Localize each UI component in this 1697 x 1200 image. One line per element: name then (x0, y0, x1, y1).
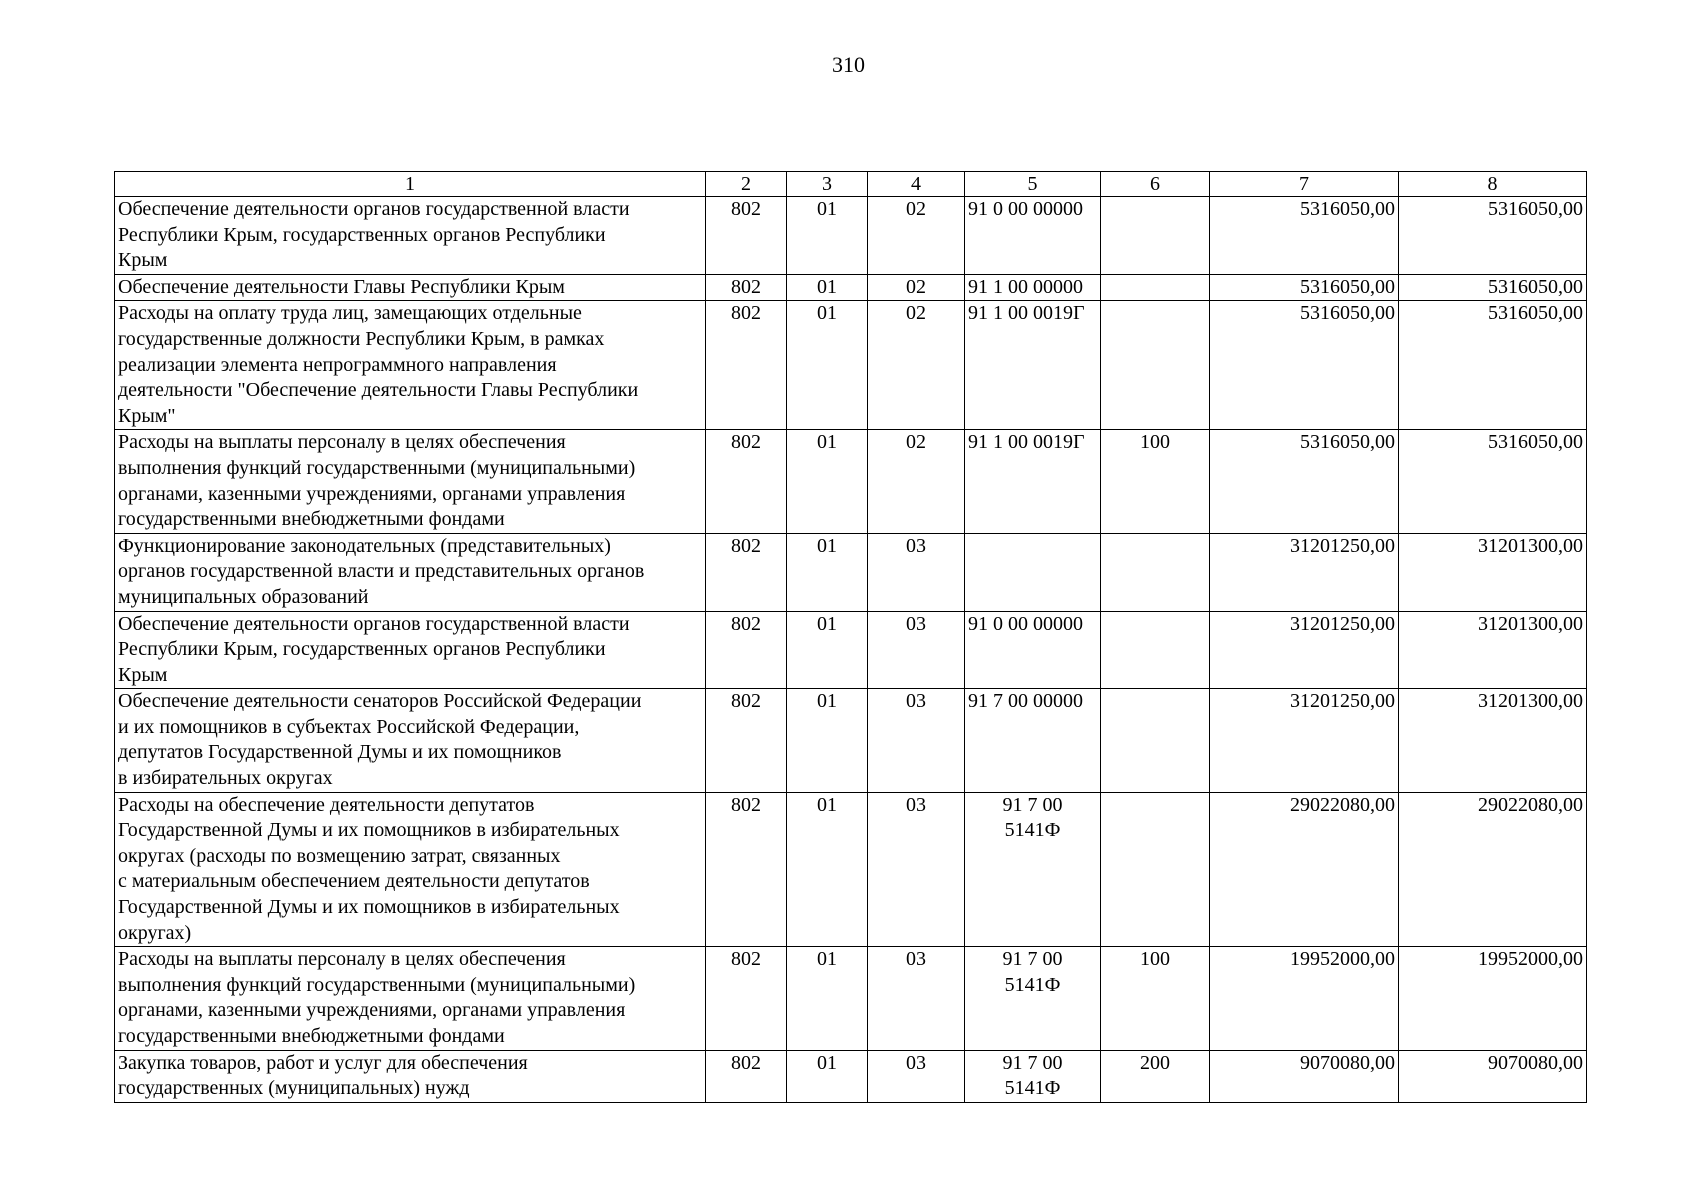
table-row (115, 611, 1587, 689)
cell-amount-year1: 31201250,00 (1210, 533, 1399, 611)
table-row (115, 301, 1587, 430)
column-header: 3 (787, 172, 868, 197)
cell-name: Расходы на обеспечение деятельности депутатов Государственной Думы и их помощников в избирательных округах (расходы по возмещению затрат, связанных с материальным обеспечением деятельности депутатов Государственной Думы и их помощников в избирательных округах) (115, 792, 706, 947)
cell-expense-type (1101, 689, 1210, 792)
cell-name: Обеспечение деятельности органов государственной власти Республики Крым, государственных органов Республики Крым (115, 611, 706, 689)
table-row (115, 689, 1587, 792)
cell-name: Обеспечение деятельности Главы Республики Крым (115, 274, 706, 301)
cell-amount-year2: 31201300,00 (1399, 689, 1587, 792)
cell-expense-type (1101, 301, 1210, 430)
cell-target-article: 91 1 00 00000 (965, 274, 1101, 301)
cell-section: 01 (787, 301, 868, 430)
column-header: 6 (1101, 172, 1210, 197)
cell-target-article: 91 1 00 0019Г (965, 430, 1101, 533)
cell-grbs: 802 (706, 792, 787, 947)
budget-table (114, 171, 1587, 1103)
cell-expense-type: 100 (1101, 947, 1210, 1050)
cell-grbs: 802 (706, 611, 787, 689)
cell-section: 01 (787, 611, 868, 689)
cell-subsection: 02 (868, 197, 965, 275)
cell-subsection: 03 (868, 533, 965, 611)
column-header: 4 (868, 172, 965, 197)
cell-target-article (965, 533, 1101, 611)
table-row (115, 1050, 1587, 1102)
cell-section: 01 (787, 430, 868, 533)
column-header: 7 (1210, 172, 1399, 197)
cell-expense-type (1101, 274, 1210, 301)
table-row (115, 430, 1587, 533)
cell-amount-year2: 31201300,00 (1399, 611, 1587, 689)
cell-expense-type: 100 (1101, 430, 1210, 533)
cell-target-article: 91 7 00 5141Ф (965, 792, 1101, 947)
cell-grbs: 802 (706, 430, 787, 533)
column-header: 1 (115, 172, 706, 197)
cell-expense-type (1101, 611, 1210, 689)
cell-target-article: 91 1 00 0019Г (965, 301, 1101, 430)
cell-name: Обеспечение деятельности сенаторов Российской Федерации и их помощников в субъектах Российской Федерации, депутатов Государственной Думы и их помощников в избирательных округах (115, 689, 706, 792)
cell-amount-year2: 5316050,00 (1399, 274, 1587, 301)
cell-expense-type (1101, 533, 1210, 611)
cell-subsection: 03 (868, 947, 965, 1050)
cell-amount-year1: 9070080,00 (1210, 1050, 1399, 1102)
table-row (115, 792, 1587, 947)
cell-grbs: 802 (706, 689, 787, 792)
cell-target-article: 91 0 00 00000 (965, 611, 1101, 689)
cell-target-article: 91 0 00 00000 (965, 197, 1101, 275)
cell-name: Обеспечение деятельности органов государственной власти Республики Крым, государственных органов Республики Крым (115, 197, 706, 275)
cell-amount-year1: 5316050,00 (1210, 301, 1399, 430)
cell-expense-type: 200 (1101, 1050, 1210, 1102)
cell-section: 01 (787, 947, 868, 1050)
cell-amount-year2: 9070080,00 (1399, 1050, 1587, 1102)
cell-amount-year2: 29022080,00 (1399, 792, 1587, 947)
cell-amount-year2: 5316050,00 (1399, 430, 1587, 533)
cell-amount-year2: 5316050,00 (1399, 301, 1587, 430)
table-row (115, 274, 1587, 301)
column-header: 2 (706, 172, 787, 197)
cell-amount-year1: 31201250,00 (1210, 611, 1399, 689)
cell-section: 01 (787, 274, 868, 301)
cell-amount-year1: 29022080,00 (1210, 792, 1399, 947)
page-number: 310 (832, 52, 865, 77)
cell-amount-year1: 5316050,00 (1210, 274, 1399, 301)
cell-target-article: 91 7 00 00000 (965, 689, 1101, 792)
cell-target-article: 91 7 00 5141Ф (965, 947, 1101, 1050)
cell-section: 01 (787, 792, 868, 947)
cell-grbs: 802 (706, 301, 787, 430)
cell-subsection: 02 (868, 274, 965, 301)
cell-amount-year1: 19952000,00 (1210, 947, 1399, 1050)
cell-subsection: 03 (868, 689, 965, 792)
column-header: 5 (965, 172, 1101, 197)
cell-subsection: 03 (868, 792, 965, 947)
cell-amount-year1: 5316050,00 (1210, 197, 1399, 275)
column-header: 8 (1399, 172, 1587, 197)
cell-name: Функционирование законодательных (представительных) органов государственной власти и представительных органов муниципальных образований (115, 533, 706, 611)
cell-section: 01 (787, 1050, 868, 1102)
cell-name: Расходы на оплату труда лиц, замещающих отдельные государственные должности Республики Крым, в рамках реализации элемента непрограммного направления деятельности "Обеспечение деятельности Главы Республики Крым" (115, 301, 706, 430)
cell-expense-type (1101, 792, 1210, 947)
table-row (115, 533, 1587, 611)
cell-grbs: 802 (706, 533, 787, 611)
cell-subsection: 03 (868, 1050, 965, 1102)
table-row (115, 947, 1587, 1050)
cell-section: 01 (787, 689, 868, 792)
cell-name: Закупка товаров, работ и услуг для обеспечения государственных (муниципальных) нужд (115, 1050, 706, 1102)
cell-subsection: 03 (868, 611, 965, 689)
cell-amount-year2: 5316050,00 (1399, 197, 1587, 275)
cell-grbs: 802 (706, 197, 787, 275)
cell-amount-year1: 5316050,00 (1210, 430, 1399, 533)
header-row (115, 172, 1587, 197)
table-body (115, 197, 1587, 1103)
cell-target-article: 91 7 00 5141Ф (965, 1050, 1101, 1102)
cell-expense-type (1101, 197, 1210, 275)
cell-section: 01 (787, 197, 868, 275)
cell-name: Расходы на выплаты персоналу в целях обеспечения выполнения функций государственными (муниципальными) органами, казенными учреждениями, органами управления государственными внебюджетными фондами (115, 430, 706, 533)
cell-name: Расходы на выплаты персоналу в целях обеспечения выполнения функций государственными (муниципальными) органами, казенными учреждениями, органами управления государственными внебюджетными фондами (115, 947, 706, 1050)
cell-grbs: 802 (706, 1050, 787, 1102)
cell-amount-year1: 31201250,00 (1210, 689, 1399, 792)
cell-subsection: 02 (868, 301, 965, 430)
cell-section: 01 (787, 533, 868, 611)
cell-amount-year2: 19952000,00 (1399, 947, 1587, 1050)
cell-subsection: 02 (868, 430, 965, 533)
cell-amount-year2: 31201300,00 (1399, 533, 1587, 611)
table-row (115, 197, 1587, 275)
cell-grbs: 802 (706, 274, 787, 301)
cell-grbs: 802 (706, 947, 787, 1050)
